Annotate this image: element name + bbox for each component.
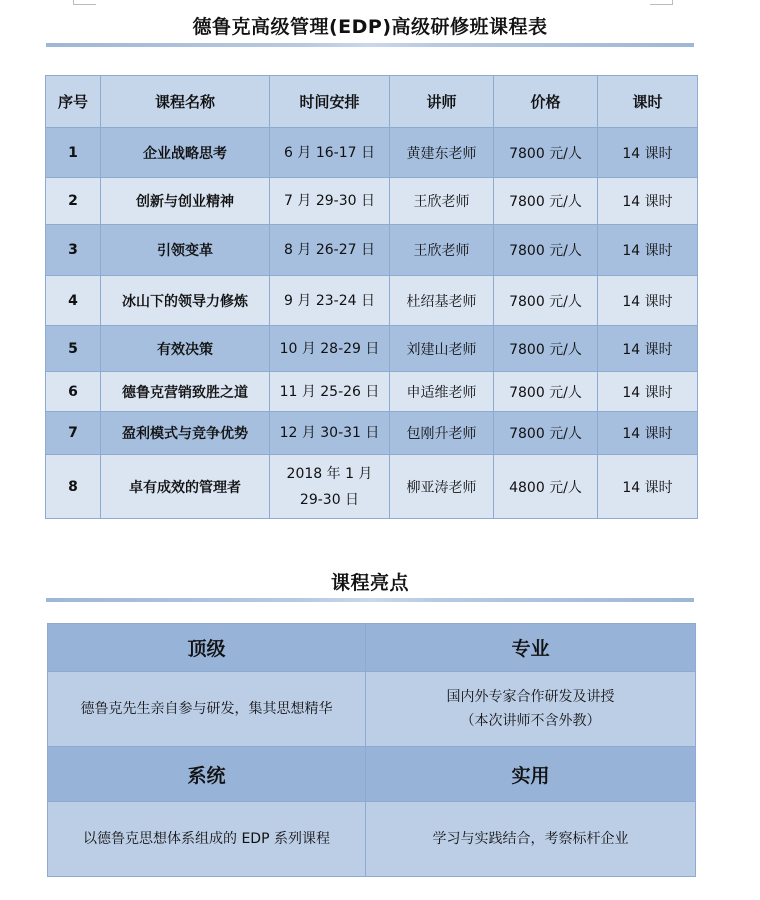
course-hours: 14 课时	[598, 372, 698, 412]
page-corner-mark	[73, 0, 96, 5]
course-hours: 14 课时	[598, 178, 698, 225]
column-header: 讲师	[390, 76, 494, 128]
course-price: 7800 元/人	[494, 326, 598, 372]
course-price: 7800 元/人	[494, 178, 598, 225]
course-hours: 14 课时	[598, 455, 698, 519]
course-lecturer: 包刚升老师	[390, 412, 494, 455]
course-schedule-table	[45, 75, 698, 519]
course-lecturer: 申适维老师	[390, 372, 494, 412]
highlight-text: 以德鲁克思想体系组成的 EDP 系列课程	[48, 802, 366, 877]
table-row	[46, 178, 698, 225]
table-row	[46, 276, 698, 326]
course-hours: 14 课时	[598, 128, 698, 178]
course-lecturer: 柳亚涛老师	[390, 455, 494, 519]
course-name: 德鲁克营销致胜之道	[101, 372, 270, 412]
course-price: 7800 元/人	[494, 276, 598, 326]
highlight-heading: 实用	[366, 747, 696, 802]
course-price: 7800 元/人	[494, 372, 598, 412]
column-header: 课程名称	[101, 76, 270, 128]
schedule-title: 德鲁克高级管理(EDP)高级研修班课程表	[192, 16, 548, 38]
course-time: 6 月 16-17 日	[270, 128, 390, 178]
course-number: 4	[46, 276, 101, 326]
column-header: 价格	[494, 76, 598, 128]
highlight-heading: 系统	[48, 747, 366, 802]
highlight-text: 国内外专家合作研发及讲授 （本次讲师不含外教）	[366, 672, 696, 747]
title-underline	[46, 598, 694, 602]
table-row	[46, 128, 698, 178]
course-lecturer: 刘建山老师	[390, 326, 494, 372]
course-lecturer: 王欣老师	[390, 178, 494, 225]
column-header: 时间安排	[270, 76, 390, 128]
course-time: 7 月 29-30 日	[270, 178, 390, 225]
title-underline	[46, 43, 694, 47]
course-time: 12 月 30-31 日	[270, 412, 390, 455]
course-number: 5	[46, 326, 101, 372]
highlight-text: 德鲁克先生亲自参与研发，集其思想精华	[48, 672, 366, 747]
highlights-title: 课程亮点	[330, 572, 409, 594]
table-row	[46, 326, 698, 372]
table-row	[46, 455, 698, 519]
course-number: 1	[46, 128, 101, 178]
course-name: 卓有成效的管理者	[101, 455, 270, 519]
course-number: 7	[46, 412, 101, 455]
table-row	[46, 225, 698, 276]
course-time: 10 月 28-29 日	[270, 326, 390, 372]
course-name: 企业战略思考	[101, 128, 270, 178]
course-price: 7800 元/人	[494, 412, 598, 455]
highlight-text: 学习与实践结合，考察标杆企业	[366, 802, 696, 877]
course-price: 7800 元/人	[494, 128, 598, 178]
course-name: 冰山下的领导力修炼	[101, 276, 270, 326]
course-name: 创新与创业精神	[101, 178, 270, 225]
course-lecturer: 杜绍基老师	[390, 276, 494, 326]
course-lecturer: 王欣老师	[390, 225, 494, 276]
course-number: 3	[46, 225, 101, 276]
course-name: 盈利模式与竞争优势	[101, 412, 270, 455]
page-corner-mark	[650, 0, 673, 5]
course-name: 有效决策	[101, 326, 270, 372]
course-name: 引领变革	[101, 225, 270, 276]
column-header: 课时	[598, 76, 698, 128]
course-number: 2	[46, 178, 101, 225]
table-row	[46, 412, 698, 455]
course-number: 8	[46, 455, 101, 519]
table-row	[46, 372, 698, 412]
course-price: 7800 元/人	[494, 225, 598, 276]
column-header: 序号	[46, 76, 101, 128]
course-lecturer: 黄建东老师	[390, 128, 494, 178]
course-price: 4800 元/人	[494, 455, 598, 519]
course-hours: 14 课时	[598, 225, 698, 276]
course-number: 6	[46, 372, 101, 412]
course-hours: 14 课时	[598, 326, 698, 372]
table-header-row	[46, 76, 698, 128]
highlight-heading: 专业	[366, 624, 696, 672]
highlight-heading: 顶级	[48, 624, 366, 672]
highlights-table	[47, 623, 696, 877]
course-time: 2018 年 1 月 29-30 日	[270, 455, 390, 519]
course-hours: 14 课时	[598, 276, 698, 326]
course-hours: 14 课时	[598, 412, 698, 455]
course-time: 11 月 25-26 日	[270, 372, 390, 412]
course-time: 8 月 26-27 日	[270, 225, 390, 276]
course-time: 9 月 23-24 日	[270, 276, 390, 326]
